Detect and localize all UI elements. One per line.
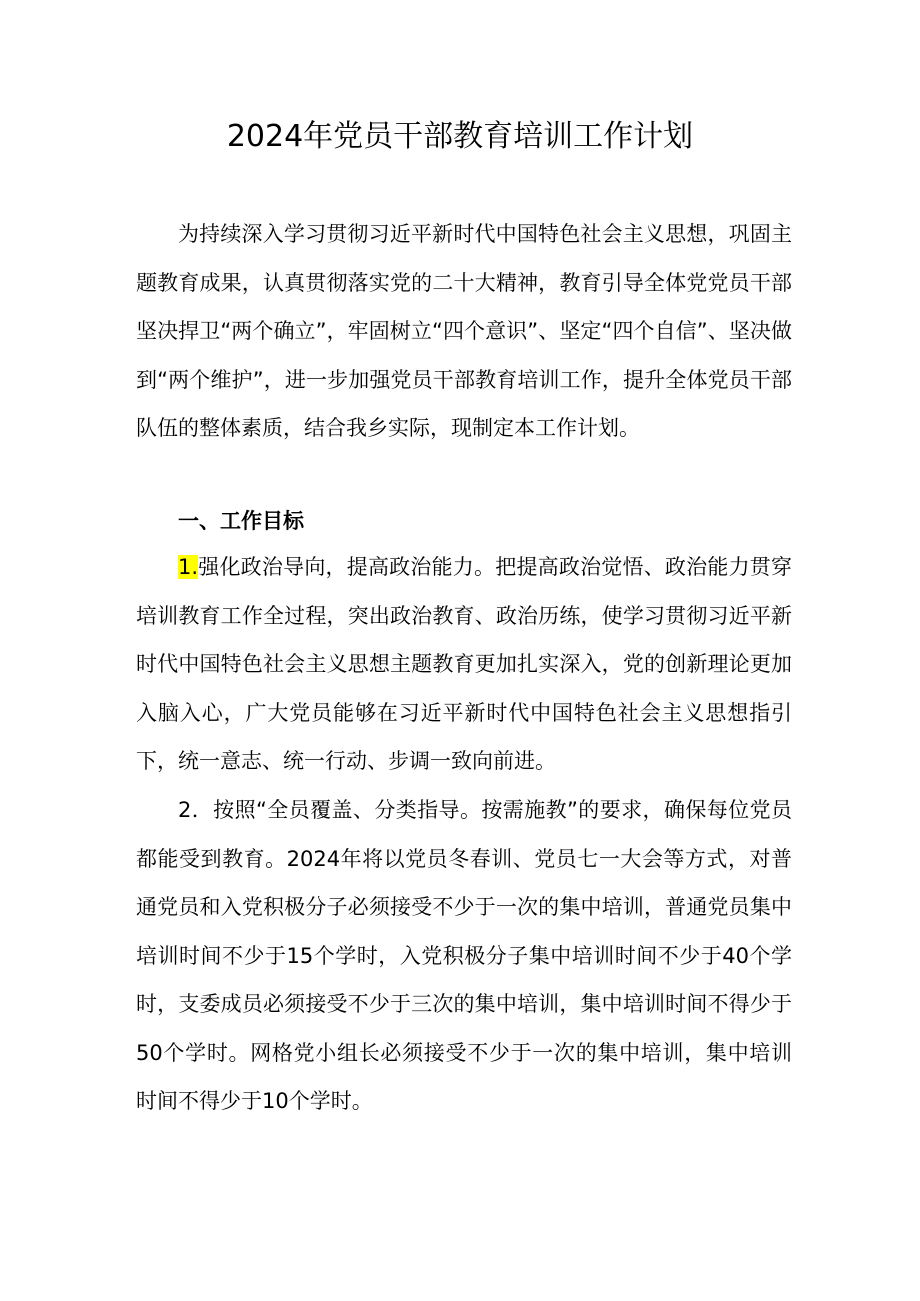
intro-paragraph: 为持续深入学习贯彻习近平新时代中国特色社会主义思想，巩固主题教育成果，认真贯彻落实党的二十大精神，教育引导全体党党员干部坚决捍卫“两个确立”，牢固树立“四个意识”、坚定“四个自信”、坚决做到“两个维护”，进一步加强党员干部教育培训工作，提升全体党员干部队伍的整体素质，结合我乡实际，现制定本工作计划。 (136, 222, 792, 440)
goal-item-1-text: 强化政治导向，提高政治能力。把提高政治觉悟、政治能力贯穿培训教育工作全过程，突出政治教育、政治历练，使学习贯彻习近平新时代中国特色社会主义思想主题教育更加扎实深入，党的创新理论更加入脑入心，广大党员能够在习近平新时代中国特色社会主义思想指引下，统一意志、统一行动、步调一致向前进。 (136, 555, 792, 773)
goal-item-1 (136, 543, 792, 786)
document-title: 2024年党员干部教育培训工作计划 (226, 119, 694, 154)
highlighted-item-number: 1. (178, 555, 199, 579)
goal-item-2: 2．按照“全员覆盖、分类指导。按需施教”的要求，确保每位党员都能受到教育。2024年将以党员冬春训、党员七一大会等方式，对普通党员和入党积极分子必须接受不少于一次的集中培训，普通党员集中培训时间不少于15个学时，入党积极分子集中培训时间不少于40个学时，支委成员必须接受不少于三次的集中培训，集中培训时间不得少于50个学时。网格党小组长必须接受不少于一次的集中培训，集中培训时间不得少于10个学时。 (136, 798, 792, 1113)
section-heading-work-goals: 一、工作目标 (178, 509, 304, 533)
